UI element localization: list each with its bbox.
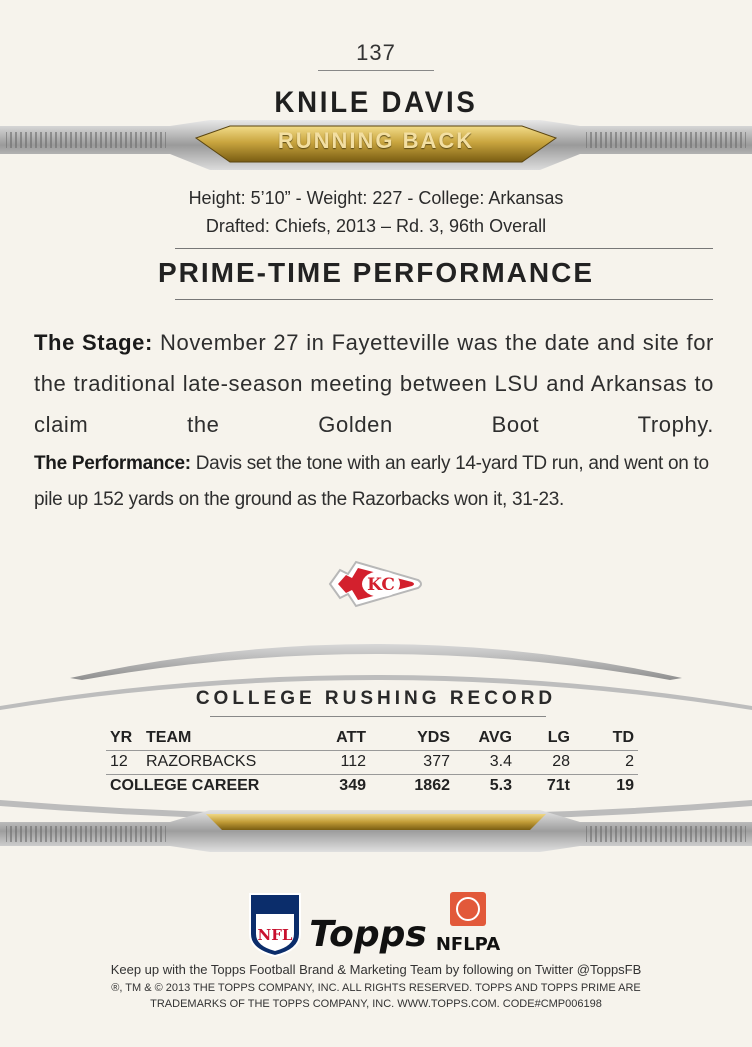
- divider: [175, 299, 713, 300]
- career-label: COLLEGE CAREER: [110, 777, 260, 795]
- header-lg: LG: [547, 728, 570, 746]
- header-att: ATT: [336, 728, 366, 746]
- career-att: 349: [339, 777, 366, 795]
- stage-label: The Stage:: [34, 330, 153, 355]
- stage-text: November 27 in Fayetteville was the date and site for the traditional late-season meeting between LSU and Arkansas to claim the Golden Boot Trophy.: [34, 330, 714, 437]
- divider: [175, 248, 713, 249]
- career-row: [106, 774, 638, 798]
- chiefs-arrowhead-logo: [326, 552, 426, 616]
- performance-paragraph: [34, 446, 714, 518]
- footer-copyright-line: ®, TM & © 2013 THE TOPPS COMPANY, INC. ALL RIGHTS RESERVED. TOPPS AND TOPPS PRIME ARE: [111, 982, 641, 994]
- cell-att: 112: [322, 750, 370, 774]
- table-row: [106, 750, 638, 774]
- bottom-metallic-band: [0, 800, 752, 860]
- performance-label: The Performance:: [34, 453, 191, 474]
- stage-paragraph: [34, 322, 714, 445]
- bio-height-weight-college: Height: 5’10” - Weight: 227 - College: Arkansas: [188, 188, 564, 208]
- footer-trademark-line: TRADEMARKS OF THE TOPPS COMPANY, INC. WWW.TOPPS.COM. CODE#CMP006198: [150, 998, 602, 1010]
- topps-logo: [309, 914, 427, 955]
- stats-header-row: [106, 726, 638, 750]
- career-yds: 1862: [414, 777, 450, 795]
- header-avg: AVG: [478, 728, 512, 746]
- team-logo-text: KC: [367, 575, 395, 595]
- header-yr: YR: [110, 728, 133, 746]
- cell-team: RAZORBACKS: [142, 750, 322, 774]
- section-title: PRIME-TIME PERFORMANCE: [158, 257, 594, 288]
- stats-table: [106, 726, 638, 798]
- performance-text: Davis set the tone with an early 14-yard TD run, and went on to pile up 152 yards on the ground as the Razorbacks won it, 31-23.: [34, 453, 709, 510]
- nflpa-logo: [436, 892, 500, 955]
- number-underline: [318, 70, 434, 71]
- table-title-underline: [210, 716, 546, 717]
- career-avg: 5.3: [489, 777, 512, 795]
- header-td: TD: [612, 728, 634, 746]
- player-name: KNILE DAVIS: [274, 86, 478, 119]
- nfl-logo-text: NFL: [257, 926, 293, 944]
- footer-twitter-line: Keep up with the Topps Football Brand & Marketing Team by following on Twitter @ToppsFB: [110, 962, 642, 977]
- stats-table-title: COLLEGE RUSHING RECORD: [195, 688, 557, 709]
- career-td: 19: [616, 777, 634, 795]
- cell-yds: 377: [370, 750, 454, 774]
- career-lg: 71t: [546, 777, 570, 795]
- cell-avg: 3.4: [454, 750, 516, 774]
- player-position: RUNNING BACK: [277, 128, 475, 153]
- cell-yr: 12: [106, 750, 142, 774]
- nfl-shield-logo: [250, 894, 300, 956]
- topps-logo-text: Topps: [309, 914, 427, 955]
- card-number: 137: [356, 40, 396, 65]
- header-yds: YDS: [417, 728, 450, 746]
- cell-td: 2: [574, 750, 638, 774]
- bio-draft-info: Drafted: Chiefs, 2013 – Rd. 3, 96th Overall: [205, 216, 547, 236]
- sponsor-logos: [0, 888, 752, 958]
- nflpa-logo-text: NFLPA: [435, 934, 501, 955]
- cell-lg: 28: [516, 750, 574, 774]
- header-team: TEAM: [146, 728, 192, 746]
